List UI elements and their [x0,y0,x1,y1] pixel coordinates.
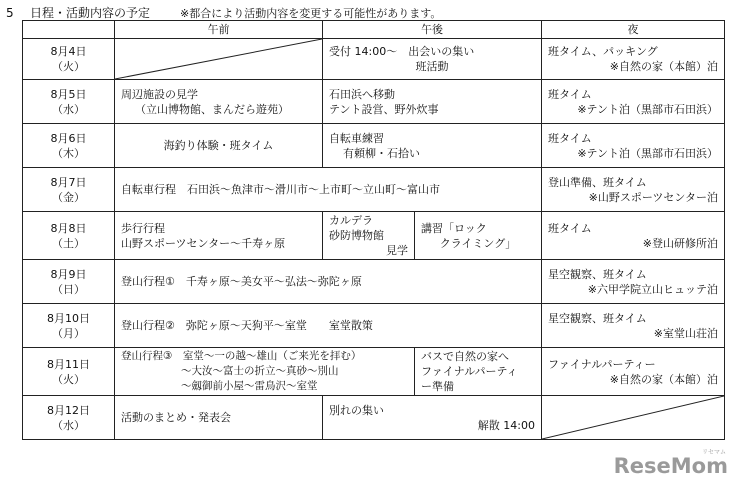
empty-morning-cell [115,39,323,80]
date-cell: 8月6日 （木） [23,124,115,168]
table-row [23,80,725,124]
afternoon-cell: 別れの集い 解散 14:00 [323,396,542,440]
schedule-table [22,20,725,440]
date-cell: 8月10日 （月） [23,304,115,348]
header-row [23,21,725,39]
diagonal-line [115,39,322,79]
section-note: ※都合により活動内容を変更する可能性があります。 [180,7,442,20]
morning-cell: 歩行行程 山野スポーツセンター～千寿ヶ原 [115,212,323,260]
date-cell: 8月4日 （火） [23,39,115,80]
morning-cell: 活動のまとめ・発表会 [115,396,323,440]
afternoon-cell: 自転車練習 有頼柳・石拾い [323,124,542,168]
section-title: 日程・活動内容の予定 [30,6,151,20]
night-cell: 星空観察、班タイム ※室堂山荘泊 [542,304,725,348]
night-cell: 星空観察、班タイム ※六甲学院立山ヒュッテ泊 [542,260,725,304]
afternoon-cell: 受付 14:00～ 出会いの集い 班活動 [323,39,542,80]
night-cell: ファイナルパーティー ※自然の家（本館）泊 [542,348,725,396]
section-heading [6,4,441,21]
morning-cell: 周辺施設の見学 （立山博物館、まんだら遊苑） [115,80,323,124]
table-row [23,39,725,80]
empty-night-cell [542,396,725,440]
full-day-cell: 登山行程② 弥陀ヶ原～天狗平～室堂 室堂散策 [115,304,542,348]
header-blank [23,21,115,39]
full-day-cell: 登山行程① 千寿ヶ原～美女平～弘法～弥陀ヶ原 [115,260,542,304]
date-cell: 8月11日 （火） [23,348,115,396]
table-row [23,348,725,396]
date-cell: 8月9日 （日） [23,260,115,304]
section-number: 5 [6,6,14,20]
date-cell: 8月7日 （金） [23,168,115,212]
full-day-cell: 自転車行程 石田浜～魚津市～滑川市～上市町～立山町～富山市 [115,168,542,212]
afternoon-cell: 石田浜へ移動 テント設営、野外炊事 [323,80,542,124]
table-row [23,260,725,304]
resemom-logo [613,449,728,478]
table-row [23,124,725,168]
header-afternoon: 午後 [323,21,542,39]
diagonal-line [542,396,724,439]
table-row [23,168,725,212]
night-cell: 班タイム、パッキング ※自然の家（本館）泊 [542,39,725,80]
logo-subtext: リセマム [702,449,726,456]
afternoon-cell-b: 講習「ロック クライミング」 [415,212,542,260]
morning-cell: 海釣り体験・班タイム [115,124,323,168]
night-cell: 班タイム ※テント泊（黒部市石田浜） [542,80,725,124]
night-cell: 登山準備、班タイム ※山野スポーツセンター泊 [542,168,725,212]
table-row [23,212,725,260]
night-cell: 班タイム ※テント泊（黒部市石田浜） [542,124,725,168]
header-night: 夜 [542,21,725,39]
date-cell: 8月5日 （水） [23,80,115,124]
afternoon-short-cell: バスで自然の家へ ファイナルパーティ ー準備 [415,348,542,396]
table-row [23,304,725,348]
logo-text: ReseMom [613,454,728,478]
table-row [23,396,725,440]
morning-long-cell: 登山行程③ 室堂～一の越～雄山（ご来光を拝む） ～大汝～富士の折立～真砂～別山 ～劔御前小屋～雷鳥沢～室堂 [115,348,415,396]
afternoon-cell-a: カルデラ 砂防博物館 見学 [323,212,415,260]
date-cell: 8月12日 （水） [23,396,115,440]
night-cell: 班タイム ※登山研修所泊 [542,212,725,260]
date-cell: 8月8日 （土） [23,212,115,260]
header-morning: 午前 [115,21,323,39]
